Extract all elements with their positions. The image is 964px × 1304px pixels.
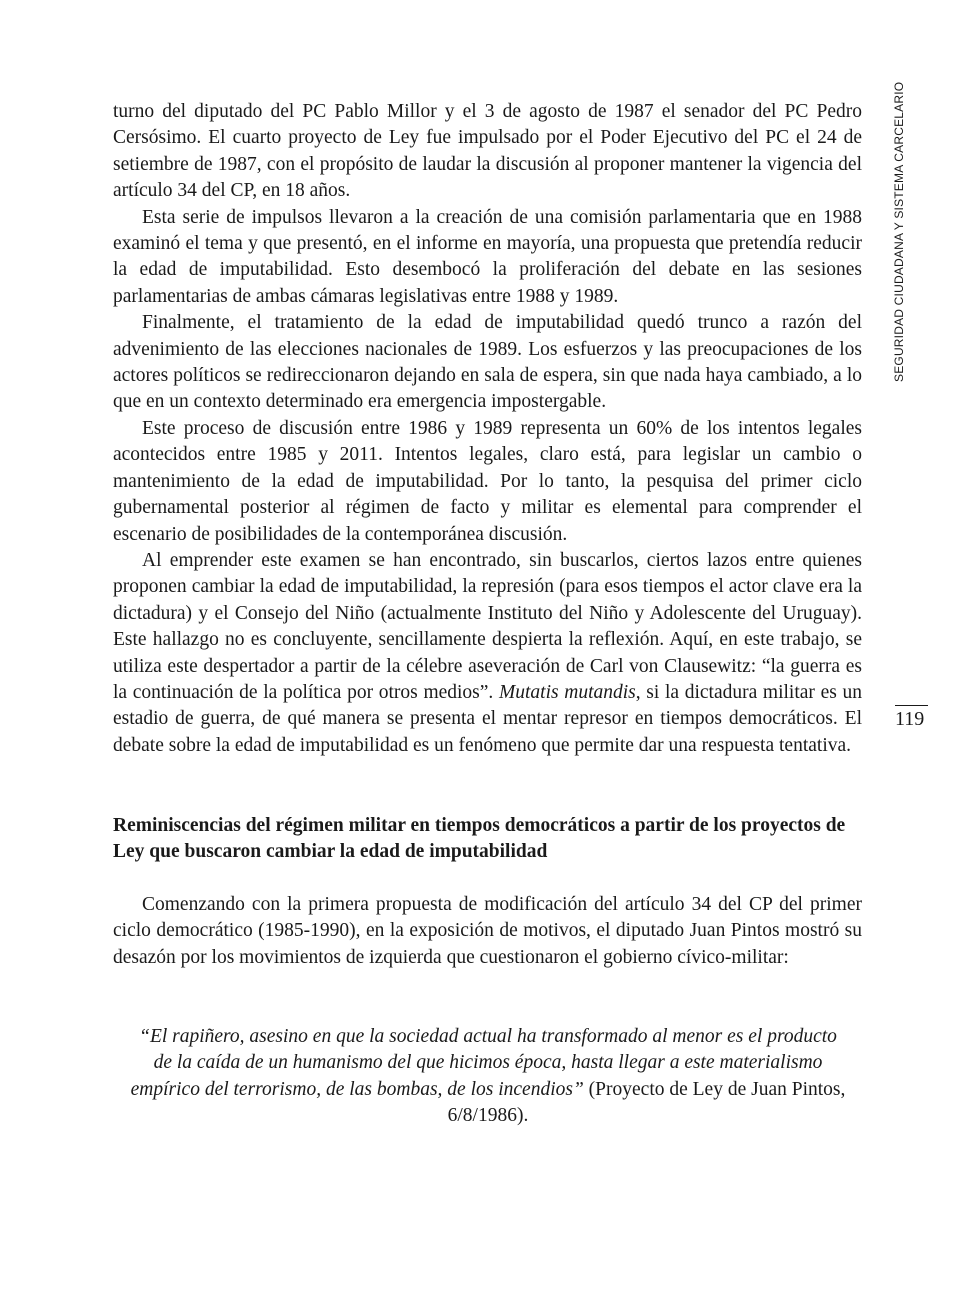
paragraph: Finalmente, el tratamiento de la edad de imputabilidad quedó trunco a razón del advenimiento de las elecciones nacionales de 1989. Los esfuerzos y las preocupaciones de los actores políticos se redireccionaron dejando en sala de espera, sin que nada haya cambiado, a lo que en un contexto determinado era emergencia impostergable. (113, 312, 862, 413)
paragraph-text: , si la dictadura militar es un estadio de guerra, de qué manera se presenta el mentar represor en tiempos democráticos. El debate sobre la edad de imputabilidad es un fenómeno que permite dar una respuesta tentativa. (113, 681, 863, 756)
running-head: SEGURIDAD CIUDADANA Y SISTEMA CARCELARIO (892, 81, 906, 382)
paragraph-continued: turno del diputado del PC Pablo Millor y el 3 de agosto de 1987 el senador del PC Pedro Cersósimo. El cuarto proyecto de Ley fue impulsado por el Poder Ejecutivo del PC el 24 de setiembre de 1987, con el propósito de laudar la discusión al proponer mantener la vigencia del artículo 34 del CP, en 18 años. (113, 101, 862, 202)
paragraph: Esta serie de impulsos llevaron a la creación de una comisión parlamentaria que en 1988 examinó el tema y que presentó, en el informe en mayoría, una propuesta que pretendía reducir la edad de imputabilidad. Esto desembocó la proliferación del debate en las sesiones parlamentarias de ambas cámaras legislativas entre 1988 y 1989. (113, 206, 862, 307)
paragraph-clausewitz (113, 548, 862, 759)
quote-text: “El rapiñero, asesino en que la sociedad actual ha transformado al menor es el producto de la caída de un humanismo del que hicimos época, hasta llegar a este materialismo empírico del terrorismo, de las bombas, de los incendios” (130, 1026, 837, 1100)
paragraph-text: Al emprender este examen se han encontrado, sin buscarlos, ciertos lazos entre quienes proponen cambiar la edad de imputabilidad, la represión (para esos tiempos el actor clave era la dictadura) y el Consejo del Niño (actualmente Instituto del Niño y Adolescente del Uruguay). Este hallazgo no es concluyente, sencillamente despierta la reflexión. Aquí, en este trabajo, se utiliza este despertador a partir de la célebre aseveración de Carl von Clausewitz: “la guerra es la continuación de la política por otros medios”. (113, 549, 862, 703)
paragraph: Este proceso de discusión entre 1986 y 1989 representa un 60% de los intentos legales acontecidos entre 1985 y 2011. Intentos legales, claro está, para legislar un cambio o mantenimiento de la edad de imputabilidad. Por lo tanto, la pesquisa del primer ciclo gubernamental posterior al régimen de facto y militar es elemental para comprender el escenario de posibilidades de la contemporánea discusión. (113, 417, 862, 545)
page-number: 119 (895, 708, 925, 730)
quote-citation: (Proyecto de Ley de Juan Pintos, 6/8/1986). (447, 1078, 846, 1127)
section-paragraph: Comenzando con la primera propuesta de modificación del artículo 34 del CP del primer ciclo democrático (1985-1990), en la exposición de motivos, el diputado Juan Pintos mostró su desazón por los movimientos de izquierda que cuestionaron el gobierno cívico-militar: (113, 894, 862, 968)
section-heading: Reminiscencias del régimen militar en tiempos democráticos a partir de los proyectos de Ley que buscaron cambiar la edad de imputabilidad (113, 815, 846, 863)
latin-phrase: Mutatis mutandis (498, 681, 636, 703)
body-text (113, 99, 862, 759)
block-quote (128, 1024, 848, 1130)
